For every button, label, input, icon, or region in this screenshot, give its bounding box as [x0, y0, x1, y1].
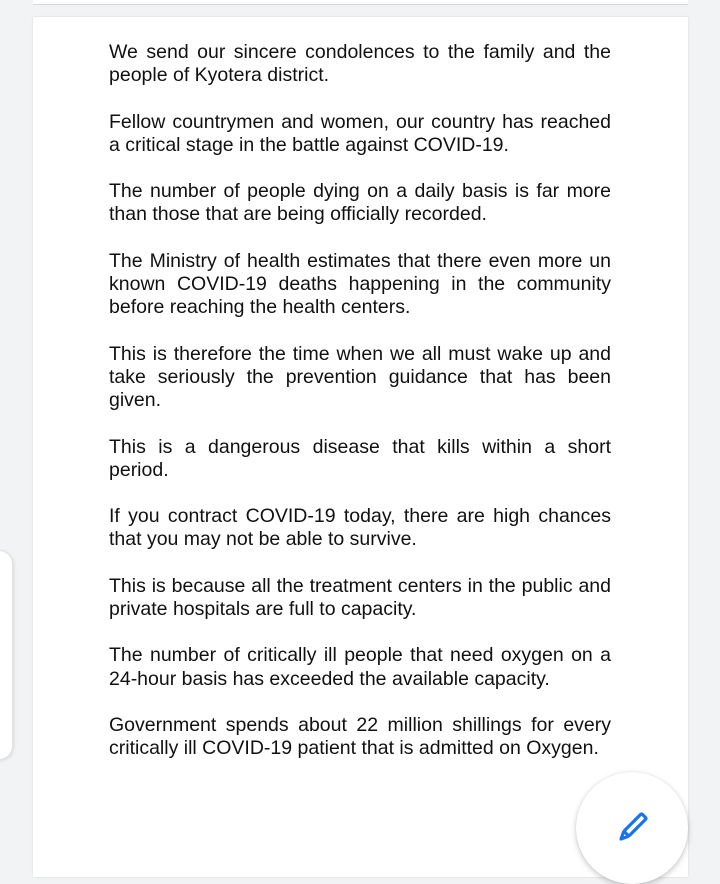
document-page [33, 17, 688, 877]
paragraph-critical-stage: Fellow countrymen and women, our country has reached a critical stage in the battle against COVID-19. [109, 110, 611, 156]
paragraph-dangerous-disease: This is a dangerous disease that kills within a short period. [109, 435, 611, 481]
paragraph-ministry-estimates: The Ministry of health estimates that there even more un known COVID-19 deaths happening in the community before reaching the health centers. [109, 249, 611, 319]
paragraph-oxygen-need: The number of critically ill people that need oxygen on a 24-hour basis has exceeded the available capacity. [109, 644, 611, 690]
paragraph-full-capacity: This is because all the treatment centers in the public and private hospitals are full to capacity. [109, 574, 611, 621]
paragraph-daily-deaths: The number of people dying on a daily basis is far more than those that are being officially recorded. [109, 180, 611, 226]
paragraph-condolences: We send our sincere condolences to the family and the people of Kyotera district. [109, 41, 611, 87]
side-panel-handle[interactable] [0, 550, 13, 760]
pencil-icon [612, 808, 652, 848]
document-body [109, 41, 611, 784]
edit-button[interactable] [576, 772, 688, 884]
paragraph-government-spending: Government spends about 22 million shillings for every critically ill COVID-19 patient that is admitted on Oxygen. [109, 713, 611, 760]
paragraph-survival-chances: If you contract COVID-19 today, there are high chances that you may not be able to survive. [109, 505, 611, 551]
paragraph-wake-up: This is therefore the time when we all must wake up and take seriously the prevention guidance that has been given. [109, 342, 611, 412]
previous-page-edge [33, 0, 688, 5]
